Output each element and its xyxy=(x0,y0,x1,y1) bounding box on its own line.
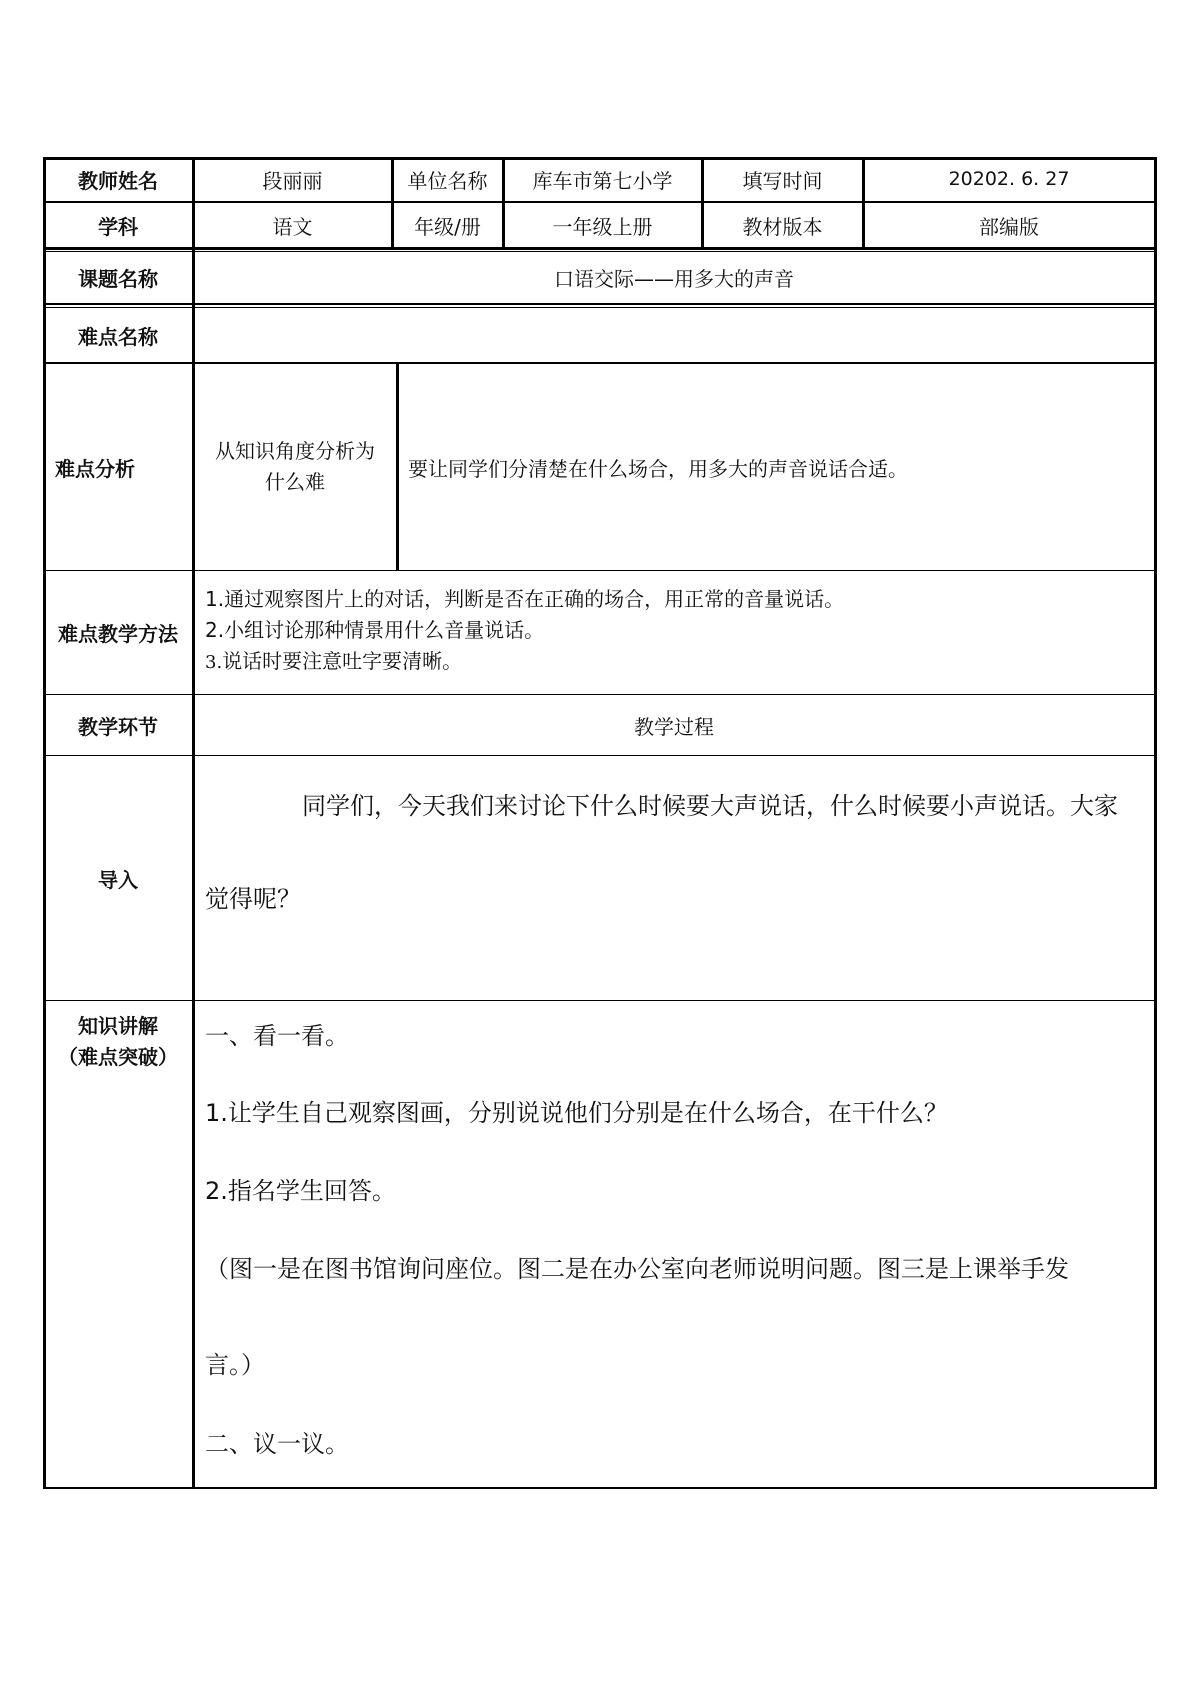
knowledge-line: 2.指名学生回答。 xyxy=(205,1177,396,1205)
unit-name-label: 单位名称 xyxy=(407,168,488,193)
knowledge-line: 1.让学生自己观察图画，分别说说他们分别是在什么场合，在干什么？ xyxy=(205,1099,948,1127)
knowledge-line: 二、议一议。 xyxy=(205,1430,349,1458)
knowledge-label-line1: 知识讲解 xyxy=(78,1014,158,1038)
list-text: 说话时要注意吐字要清晰。 xyxy=(222,649,463,673)
analysis-value: 要让同学们分清楚在什么场合，用多大的声音说话合适。 xyxy=(408,456,908,481)
topic-label: 课题名称 xyxy=(78,267,158,291)
border-bottom xyxy=(43,1487,1157,1489)
list-number: 2. xyxy=(205,618,225,642)
grade-label: 年级/册 xyxy=(414,214,481,239)
difficulty-value xyxy=(193,308,1155,362)
intro-label: 导入 xyxy=(98,867,138,892)
knowledge-line: 一、看一看。 xyxy=(205,1022,349,1050)
unit-name-value: 库车市第七小学 xyxy=(532,168,673,193)
analysis-sub-label-line1: 从知识角度分析为 xyxy=(215,439,375,463)
teacher-name-label: 教师姓名 xyxy=(78,168,158,193)
list-item xyxy=(205,584,844,615)
row-divider xyxy=(43,247,1157,250)
process-label: 教学环节 xyxy=(78,714,158,739)
list-item xyxy=(205,646,844,678)
list-text: 小组讨论那种情景用什么音量说话。 xyxy=(224,618,545,642)
analysis-label: 难点分析 xyxy=(55,456,135,481)
knowledge-line: （图一是在图书馆询问座位。图二是在办公室向老师说明问题。图三是上课举手发 xyxy=(205,1255,1069,1283)
intro-line1: 同学们，今天我们来讨论下什么时候要大声说话，什么时候要小声说话。大家 xyxy=(302,792,1118,820)
knowledge-line: 言。） xyxy=(205,1351,265,1379)
methods-list xyxy=(205,584,844,678)
analysis-sub-label-line2: 什么难 xyxy=(265,470,325,494)
intro-line2: 觉得呢？ xyxy=(205,885,301,913)
date-value: 20202. 6. 27 xyxy=(948,168,1070,190)
knowledge-label xyxy=(43,1011,193,1073)
subject-label: 学科 xyxy=(98,214,138,239)
subject-value: 语文 xyxy=(272,214,313,239)
teacher-name-value: 段丽丽 xyxy=(262,168,323,193)
knowledge-label-line2: （难点突破） xyxy=(58,1045,178,1069)
list-item xyxy=(205,615,844,646)
date-label: 填写时间 xyxy=(742,168,823,193)
list-text: 通过观察图片上的对话，判断是否在正确的场合，用正常的音量说话。 xyxy=(224,587,845,611)
methods-label: 难点教学方法 xyxy=(58,622,178,646)
list-number: 3. xyxy=(205,652,223,673)
list-number: 1. xyxy=(205,587,225,611)
difficulty-label: 难点名称 xyxy=(78,324,158,349)
process-value: 教学过程 xyxy=(634,714,714,739)
topic-value: 口语交际——用多大的声音 xyxy=(554,267,794,291)
analysis-sub-label xyxy=(193,364,397,570)
row-divider xyxy=(43,303,1157,305)
edition-label: 教材版本 xyxy=(742,214,823,239)
grade-value: 一年级上册 xyxy=(552,214,653,239)
edition-value: 部编版 xyxy=(979,214,1039,239)
